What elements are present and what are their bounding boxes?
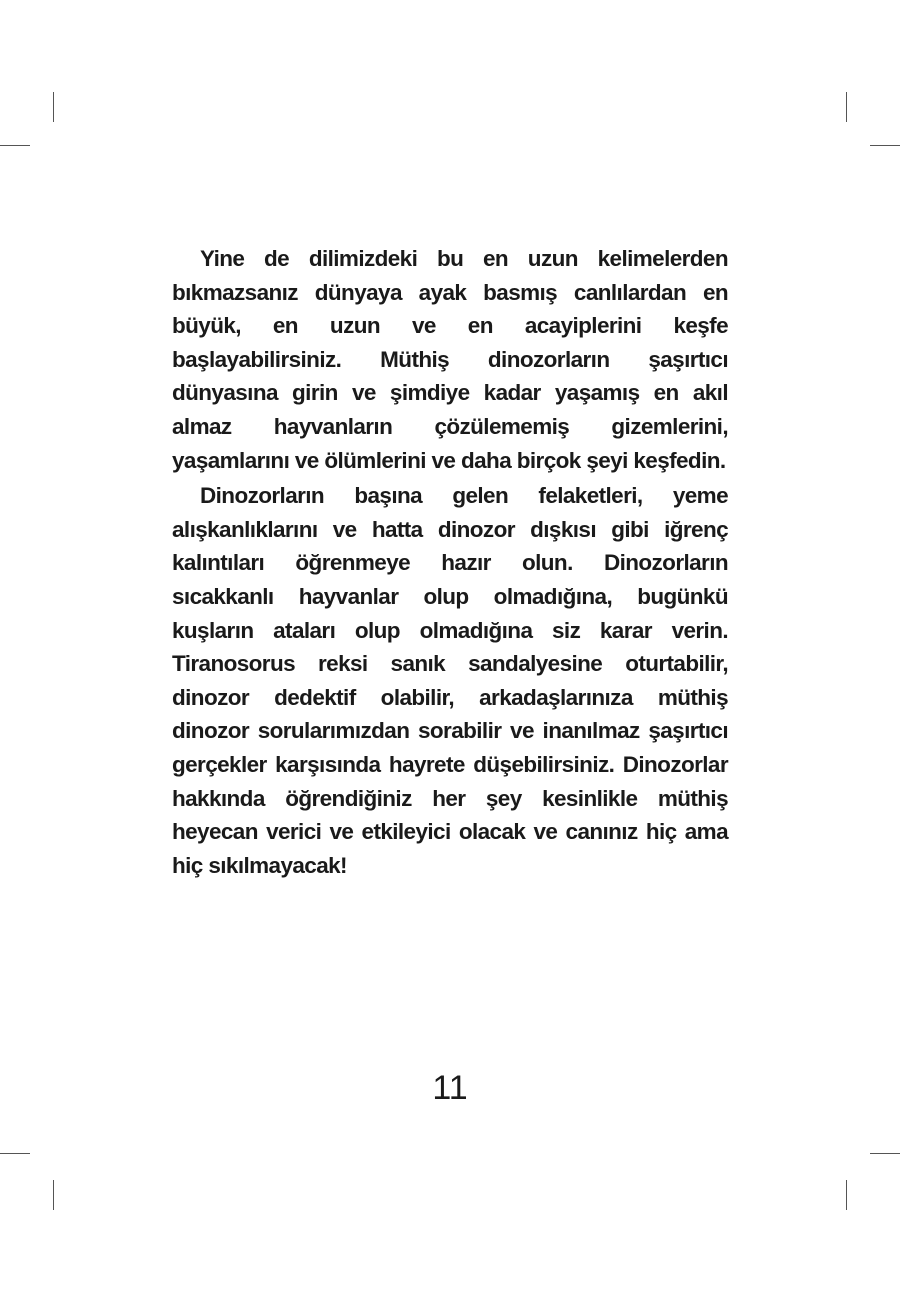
crop-mark-bottom-left-vertical — [53, 1180, 54, 1210]
body-text — [172, 242, 728, 882]
crop-mark-bottom-left-horizontal — [0, 1153, 30, 1154]
crop-mark-bottom-right-horizontal — [870, 1153, 900, 1154]
crop-mark-top-right-vertical — [846, 92, 847, 122]
paragraph-2: Dinozorların başına gelen felaketleri, yeme alışkanlıklarını ve hatta dinozor dışkısı gibi iğrenç kalıntıları öğrenmeye hazır olun. Dinozorların sıcakkanlı hayvanlar olup olmadığına, bugünkü kuşların ataları olup olmadığına siz karar verin. Tiranosorus reksi sanık sandalyesine oturtabilir, dinozor dedektif olabilir, arkadaşlarınıza müthiş dinozor sorularımızdan sorabilir ve inanılmaz şaşırtıcı gerçekler karşısında hayrete düşebilirsiniz. Dinozorlar hakkında öğrendiğiniz her şey kesinlikle müthiş heyecan verici ve etkileyici olacak ve canınız hiç ama hiç sıkılmayacak! — [172, 483, 728, 878]
crop-mark-top-left-vertical — [53, 92, 54, 122]
crop-mark-top-right-horizontal — [870, 145, 900, 146]
page-number: 11 — [432, 1069, 468, 1107]
crop-mark-bottom-right-vertical — [846, 1180, 847, 1210]
crop-mark-top-left-horizontal — [0, 145, 30, 146]
paragraph-1: Yine de dilimizdeki bu en uzun kelimelerden bıkmazsanız dünyaya ayak basmış canlılardan en büyük, en uzun ve en acayiplerini keşfe başlayabilirsiniz. Müthiş dinozorların şaşırtıcı dünyasına girin ve şimdiye kadar yaşamış en akıl almaz hayvanların çözülememiş gizemlerini, yaşamlarını ve ölümlerini ve daha birçok şeyi keşfedin. — [172, 246, 728, 473]
